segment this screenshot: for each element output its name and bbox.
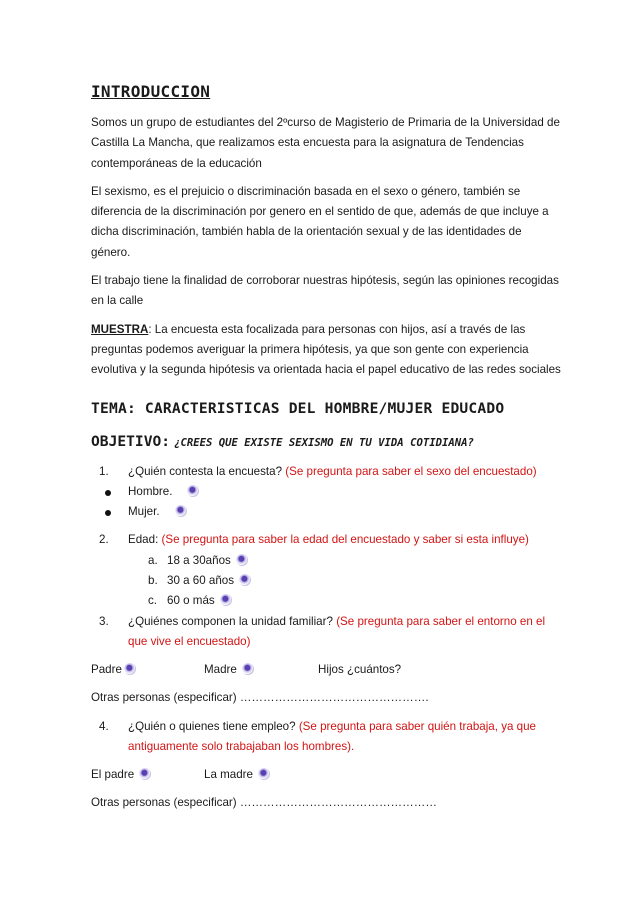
- question-2: [91, 530, 561, 550]
- question-1-text: ¿Quién contesta la encuesta?: [128, 464, 283, 478]
- option-la-madre[interactable]: [204, 765, 270, 785]
- option-age-b-letter: b.: [148, 574, 158, 588]
- question-4-note: (Se pregunta para saber quién trabaja, ya que antiguamente solo trabajaban los hombres).: [128, 719, 537, 753]
- question-2-text: Edad:: [128, 533, 159, 547]
- option-madre[interactable]: [204, 660, 254, 680]
- option-age-b[interactable]: [91, 571, 561, 591]
- option-age-a[interactable]: [91, 551, 561, 571]
- document-page: [91, 80, 561, 813]
- option-age-a-label: 18 a 30años: [167, 553, 231, 567]
- muestra-label: MUESTRA: [91, 322, 149, 336]
- question-3: [91, 612, 561, 653]
- radio-age-a[interactable]: [236, 554, 248, 566]
- option-hijos[interactable]: [318, 660, 401, 680]
- question-3-text: ¿Quiénes componen la unidad familiar?: [128, 614, 333, 628]
- question-2-number: 2.: [99, 533, 109, 547]
- option-padre[interactable]: [91, 660, 136, 680]
- employment-options: [91, 765, 561, 785]
- question-3-note: (Se pregunta para saber el entorno en el que vive el encuestado): [128, 614, 546, 648]
- option-la-madre-label: La madre: [204, 768, 253, 782]
- option-el-padre[interactable]: [91, 765, 151, 785]
- option-mujer-label: Mujer.: [128, 505, 160, 519]
- objetivo-heading: [91, 429, 561, 456]
- option-age-c-label: 60 o más: [167, 594, 215, 608]
- question-1-number: 1.: [99, 464, 109, 478]
- question-3-number: 3.: [99, 614, 109, 628]
- question-4: [91, 717, 561, 758]
- tema-heading: TEMA: CARACTERISTICAS DEL HOMBRE/MUJER EDUCADO: [91, 399, 505, 417]
- bullet-icon: [105, 510, 111, 516]
- option-age-c-letter: c.: [148, 594, 158, 608]
- option-age-a-letter: a.: [148, 553, 158, 567]
- question-1: [91, 462, 561, 482]
- option-padre-label: Padre: [91, 663, 122, 677]
- option-el-padre-label: El padre: [91, 768, 135, 782]
- question-2-note: (Se pregunta para saber la edad del encuestado y saber si esta influye): [161, 533, 529, 547]
- intro-paragraph-1: Somos un grupo de estudiantes del 2ºcurso de Magisterio de Primaria de la Universidad de Castilla La Mancha, que realizamos esta encuesta para la asignatura de Tendencias contemporáneas de la educación: [91, 116, 560, 170]
- option-age-b-label: 30 a 60 años: [167, 574, 235, 588]
- question-4-text: ¿Quién o quienes tiene empleo?: [128, 719, 296, 733]
- option-age-c[interactable]: [91, 591, 561, 611]
- radio-mujer[interactable]: [175, 505, 187, 517]
- intro-paragraph-2: El sexismo, es el prejuicio o discriminación basada en el sexo o género, también se diferencia de la discriminación por genero en el sentido de que, además de que incluye a dicha discriminación, también habla de la orientación sexual y de las identidades de género.: [91, 184, 549, 259]
- radio-age-c[interactable]: [220, 594, 232, 606]
- question-4-number: 4.: [99, 719, 109, 733]
- bullet-icon: [105, 490, 111, 496]
- objetivo-label: OBJETIVO:: [91, 432, 171, 450]
- radio-el-padre[interactable]: [139, 768, 151, 780]
- radio-hombre[interactable]: [187, 485, 199, 497]
- option-mujer[interactable]: [91, 502, 561, 522]
- option-hombre-label: Hombre.: [128, 484, 173, 498]
- option-hombre[interactable]: [91, 482, 561, 502]
- muestra-text: : La encuesta esta focalizada para personas con hijos, así a través de las preguntas podemos averiguar la primera hipótesis, ya que son gente con experiencia evolutiva y la segunda hipótesis va orientada hacia el papel educativo de las redes sociales: [91, 322, 561, 377]
- employment-otras[interactable]: Otras personas (especificar) ……………………………………………: [91, 796, 437, 810]
- question-1-note: (Se pregunta para saber el sexo del encuestado): [285, 464, 537, 478]
- option-hijos-label: Hijos ¿cuántos?: [318, 663, 402, 677]
- option-madre-label: Madre: [204, 663, 237, 677]
- objetivo-question: ¿CREES QUE EXISTE SEXISMO EN TU VIDA COTIDIANA?: [174, 436, 474, 449]
- radio-la-madre[interactable]: [258, 768, 270, 780]
- radio-padre[interactable]: [124, 663, 136, 675]
- radio-age-b[interactable]: [239, 574, 251, 586]
- family-otras[interactable]: Otras personas (especificar) ………………………………………….: [91, 691, 429, 705]
- muestra-paragraph: [91, 320, 561, 381]
- page-title: INTRODUCCION: [91, 82, 211, 101]
- family-options: [91, 660, 561, 680]
- intro-paragraph-3: El trabajo tiene la finalidad de corroborar nuestras hipótesis, según las opiniones recogidas en la calle: [91, 274, 559, 308]
- radio-madre[interactable]: [242, 663, 254, 675]
